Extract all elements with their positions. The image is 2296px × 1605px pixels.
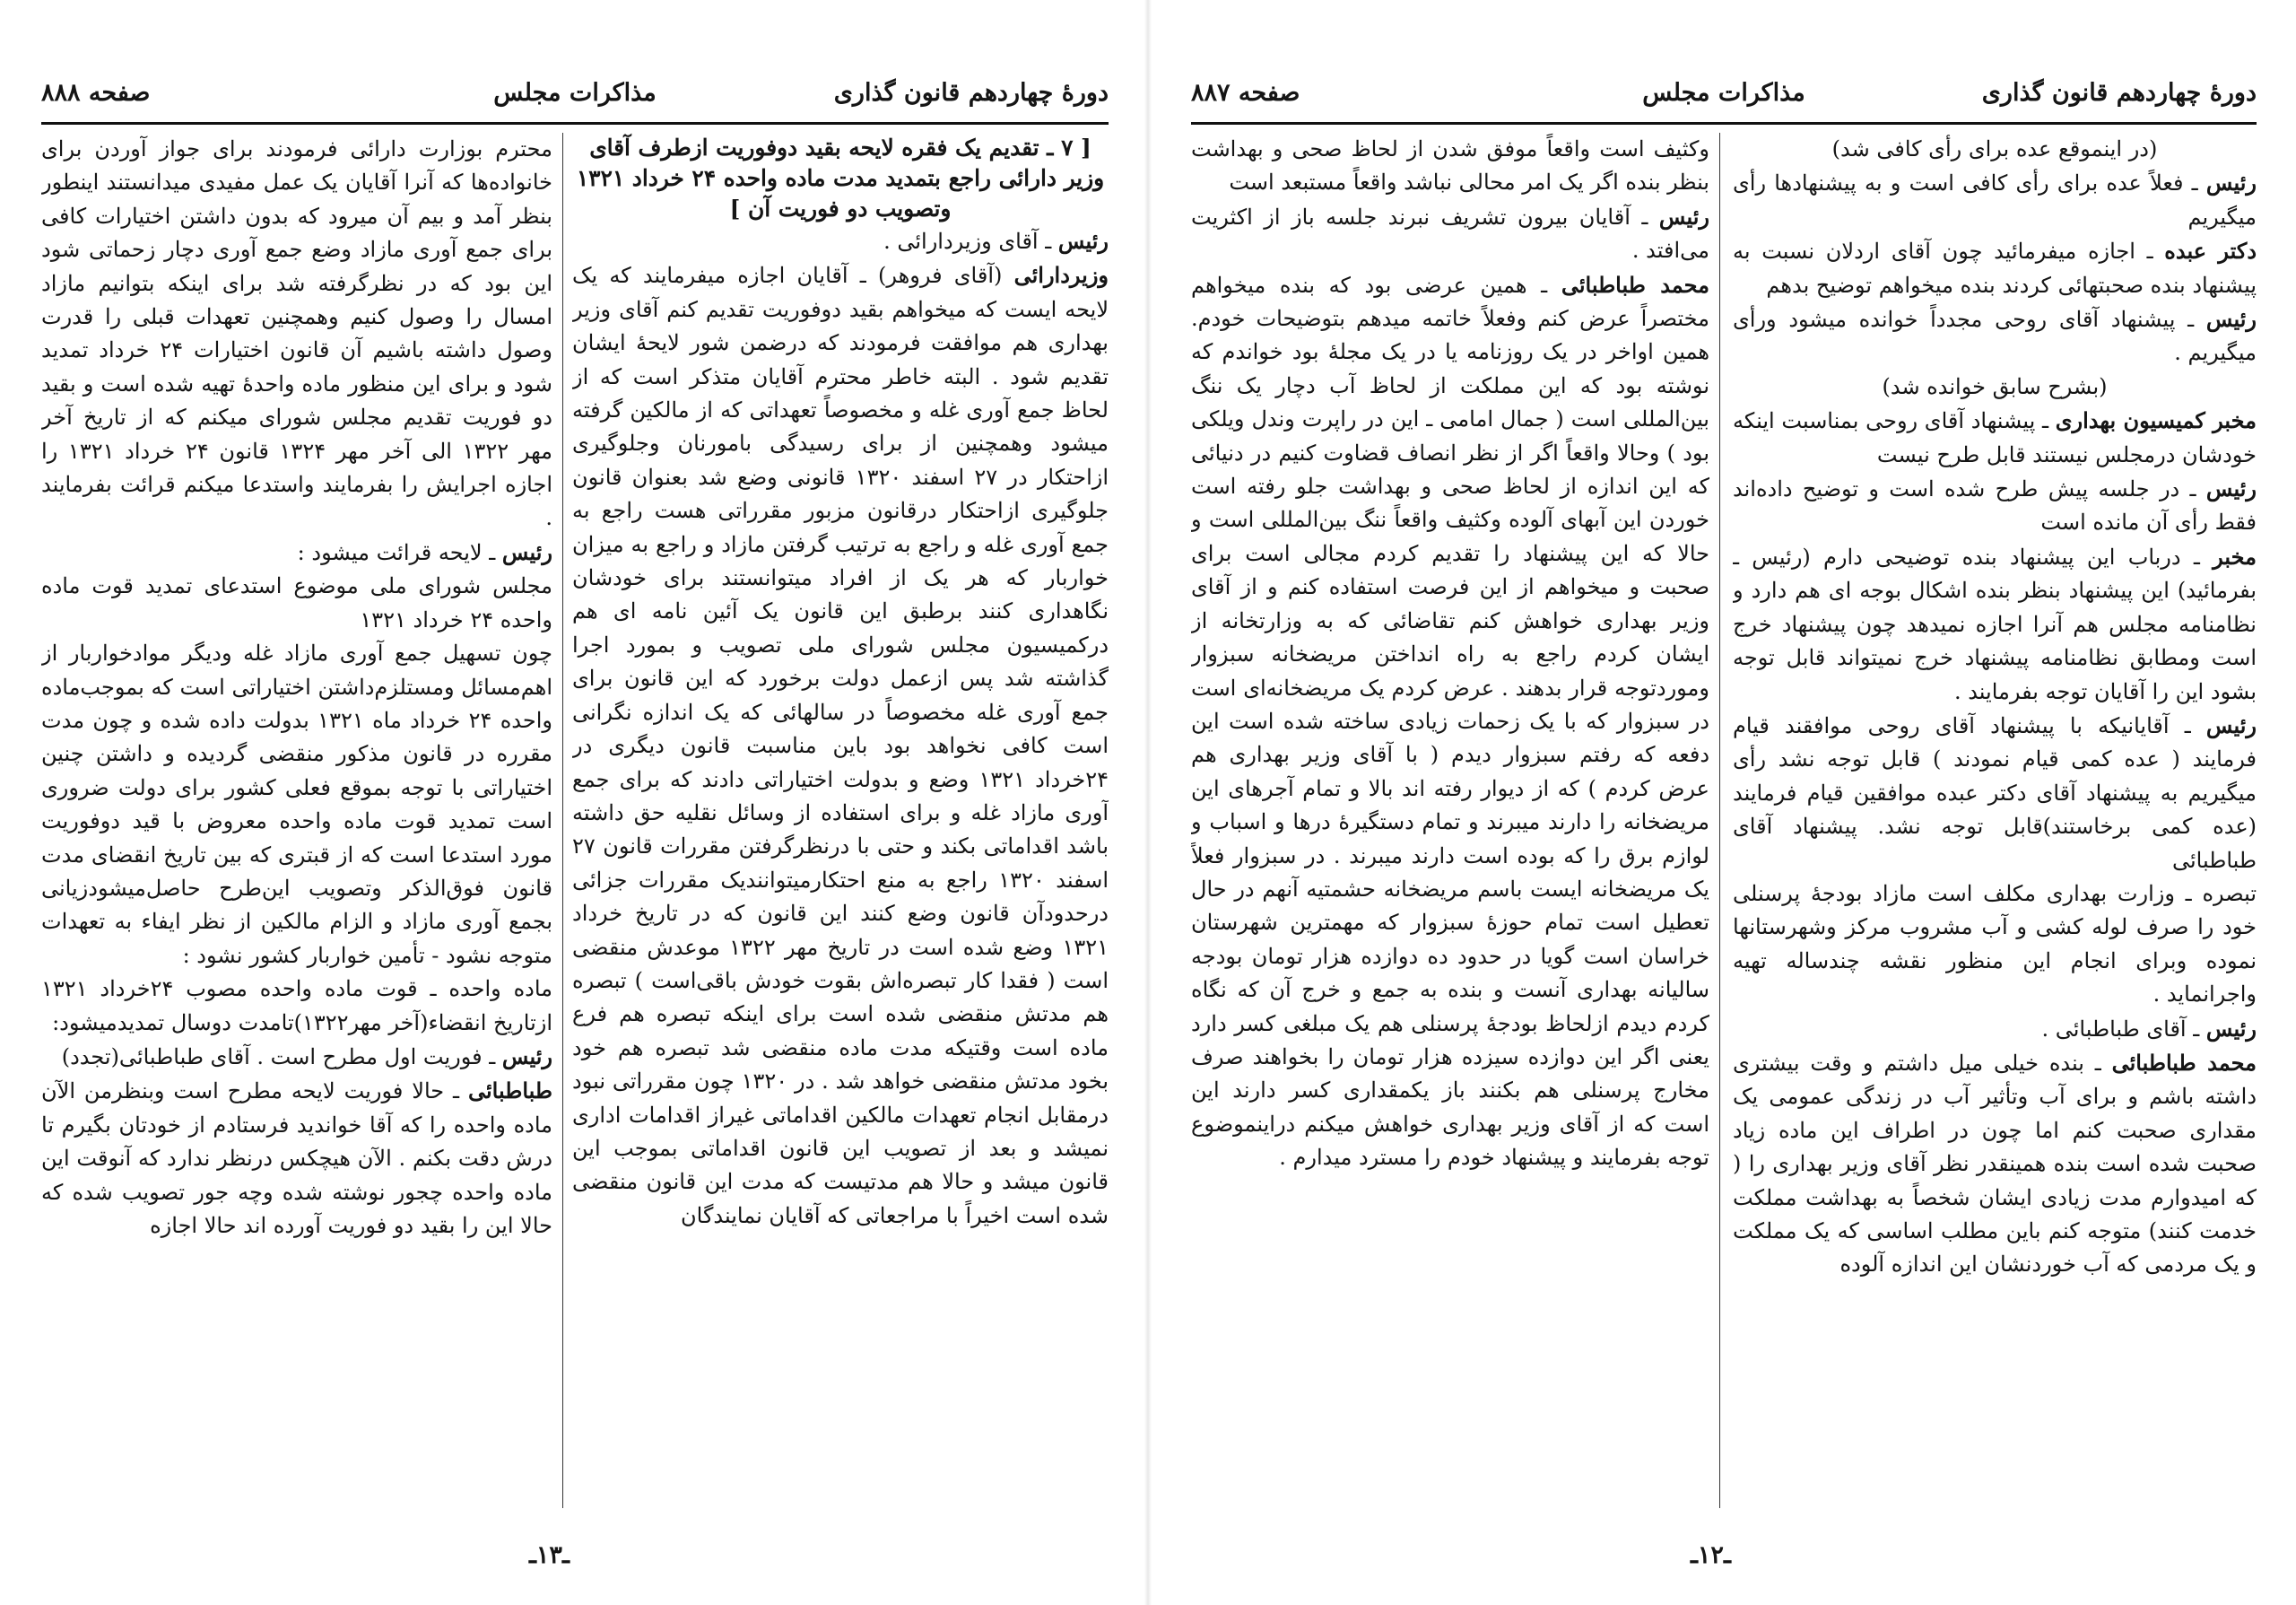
column-divider (562, 133, 563, 1508)
text-column-right (1733, 133, 2257, 1508)
speech-paragraph (1733, 1012, 2257, 1046)
speech-text: (آقای فروهر) ـ آقایان اجازه میفرمایند که یک لایحه ایست که میخواهم بقید دوفوریت تقدیم کنم آقای وزیر بهداری هم موافقت فرمودند که درضمن شور لایحهٔ ایشان تقدیم شود . البته خاطر محترم آقایان متذکر است که از لحاظ جمع آوری غله و مخصوصاً تعهداتی که از مالکین گرفته میشود وهمچنین از برای رسیدگی بامورنان وجلوگیری ازاحتکار در ۲۷ اسفند ۱۳۲۰ قانونی وضع شد بعنوان قانون جلوگیری ازاحتکار درقانون مزبور مقرراتی هست راجع به جمع آوری غله و راجع به ترتیب گرفتن مازاد و راجع به میزان خواربار که هر یک از افراد میتوانستند برای خودشان نگاهداری کنند برطبق این قانون یک آئین نامه ای هم درکمیسیون مجلس شورای ملی تصویب و بمورد اجرا گذاشته شد پس ازعمل دولت برخورد که این قانون برای جمع آوری غله مخصوصاً در سالهائی که یک اندازه نگرانی است کافی نخواهد بود باین مناسبت قانون دیگری در ۲۴خرداد ۱۳۲۱ وضع و بدولت اختیاراتی دادند که برای جمع آوری مازاد غله و برای استفاده از وسائل نقلیه حق داشته باشد اقداماتی بکند و حتی با درنظرگرفتن مقررات قانون ۲۷ اسفند ۱۳۲۰ راجع به منع احتکارمیتوانندیک مقررات جزائی درحدودآن قانون وضع کنند این قانون که در تاریخ خرداد ۱۳۲۱ وضع شده است در تاریخ مهر ۱۳۲۲ موعدش منقضی است ( فقدا کار تبصره‌اش بقوت خودش باقی‌است ) تبصره هم مدتش منقضی شده است برای اینکه تبصره هم فرع ماده است وقتیکه مدت ماده منقضی شد تبصره هم خود بخود مدتش منقضی خواهد شد . در ۱۳۲۰ چون مقرراتی نبود درمقابل انجام تعهدات مالکین اقداماتی غیراز اقدامات اداری نمیشد و بعد از تصویب این قانون اقداماتی بموجب این قانون میشد و حالا هم مدتیست که مدت این قانون منقضی شده است اخیراً با مراجعاتی که آقایان نمایندگان (572, 263, 1109, 1228)
speech-paragraph (572, 224, 1109, 258)
speech-paragraph (1733, 404, 2257, 472)
speech-text: ـ آقای طباطبائی . (2041, 1016, 2206, 1042)
speaker-name: محمد طباطبائی (1561, 271, 1709, 298)
speech-text: ـ آقای وزیردارائی . (883, 229, 1058, 254)
page-number: ـ۱۳ـ (529, 1541, 570, 1569)
body-paragraph: مجلس شورای ملی موضوع استدعای تمدید قوت ماده واحده ۲۴ خرداد ۱۳۲۱ (41, 573, 552, 632)
running-title-session: دورهٔ چهاردهم قانون گذاری (833, 79, 1109, 107)
running-title: مذاکرات مجلس (1642, 79, 1805, 107)
page-label: صفحه ۸۸۷ (1191, 79, 1300, 107)
speech-text: ـ همین عرضی بود که بنده میخواهم مختصراً عرض کنم وفعلاً خاتمه میدهم بتوضیحات خودم. همین اواخر در یک روزنامه یا در یک مجلهٔ بود خواندم که نوشته بود که این مملکت از لحاظ آب دچار یک ننگ بین‌المللی است ( جمال امامی ـ این در راپرت وندل ویلکی بود ) وحالا واقعاً اگر از نظر انصاف قضاوت کنیم در دنیائی که این اندازه از لحاظ صحی و بهداشت جلو رفته است خوردن این آبهای آلوده وکثیف واقعاً ننگ بین‌المللی است و حالا که این پیشنهاد را تقدیم کردم مجالی است برای صحبت و میخواهم از این فرصت استفاده کنم و از آقای وزیر بهداری خواهش کنم تقاضائی که به وزارتخانه از ایشان کردم راجع به راه انداختن مریضخانه سبزوار وموردتوجه قرار بدهند . عرض کردم یک مریضخانه‌ای است در سبزوار که با یک زحمات زیادی ساخته شده است این دفعه که رفتم سبزوار دیدم ( با آقای وزیر بهداری هم عرض کردم ) که از دیوار رفته اند بالا و تمام آجرهای این مریضخانه را دارند میبرند و تمام دستگیرهٔ درها و اسباب و لوازم برق را که بوده است دارند میبرند . در سبزوار فعلاً یک مریضخانه ایست باسم مریضخانه حشمتیه آنهم در حال تعطیل است تمام حوزهٔ سبزوار که مهمترین شهرستان خراسان است گویا در حدود ده دوازده هزار تومان بودجه سالیانه بهداری آنست و بنده به جمع و خرج آن که نگاه کردم دیدم ازلحاظ بودجهٔ پرسنلی هم یک مبلغی کسر دارد یعنی اگر این دوازده سیزده هزار تومان را بخواهند صرف مخارج پرسنلی هم بکنند باز یکمقداری کسر دارند این است که از آقای وزیر بهداری خواهش میکنم دراینموضوع توجه بفرمایند و پیشنهاد خودم را مسترد میدارم . (1191, 272, 1709, 1171)
speech-paragraph (1733, 540, 2257, 709)
speaker-name: رئیس (501, 538, 552, 565)
agenda-item-heading: [ ۷ ـ تقدیم یک فقره لایحه بقید دوفوریت ازطرف آقای وزیر دارائی راجع بتمدید مدت ماده واحده ۲۴ خرداد ۱۳۲۱ وتصویب دو فوریت آن ] (576, 135, 1105, 222)
speaker-name: مخبر (2213, 543, 2257, 570)
speech-text: ـ پیشنهاد آقای روحی بمناسبت اینکه خودشان درمجلس نیستند قابل طرح نیست (1733, 408, 2257, 467)
speech-text: ـ پیشنهاد آقای روحی مجدداً خوانده میشود ورأی میگیریم . (1733, 307, 2257, 366)
body-paragraph: تبصره ـ وزارت بهداری مکلف است مازاد بودجهٔ پرسنلی خود را صرف لوله کشی و آب مشروب مرکز وشهرستانها نموده وبرای انجام این منظور نقشه چندساله تهیه واجرانماید . (1733, 880, 2257, 1007)
speaker-name: رئیس (2205, 306, 2257, 333)
speech-paragraph (1191, 200, 1709, 268)
speech-paragraph (1733, 234, 2257, 302)
speech-text: ـ فعلاً عده برای رأی کافی است و به پیشنهادها رأی میگیریم (1733, 170, 2257, 230)
speech-text: ـ در جلسه پیش طرح شده است و توضیح داده‌اند فقط رأی آن مانده است (1733, 476, 2257, 536)
procedural-note: (بشرح سابق خوانده شد) (1882, 373, 2108, 399)
header-rule (41, 122, 1109, 125)
speaker-name: وزیردارائی (1013, 262, 1109, 289)
speech-text: ـ آقایانیکه با پیشنهاد آقای روحی موافقند قیام فرمایند ( عده کمی قیام نمودند ) قابل توجه نشد رأی میگیریم به پیشنهاد آقای دکتر عبده موافقین قیام فرمایند (عده کمی برخاستند)قابل توجه نشد. پیشنهاد آقای طباطبائی (1733, 712, 2257, 873)
speech-paragraph (41, 1074, 552, 1243)
body-paragraph: وکثیف است واقعاً موفق شدن از لحاظ صحی و بهداشت بنظر بنده اگر یک امر محالی نباشد واقعاً مستبعد است (1191, 136, 1709, 196)
speaker-name: رئیس (2205, 475, 2257, 502)
speech-paragraph (1733, 1046, 2257, 1282)
speech-paragraph (1191, 268, 1709, 1175)
speech-paragraph (1733, 166, 2257, 234)
body-paragraph: ماده واحده ـ قوت ماده واحده مصوب ۲۴خرداد ۱۳۲۱ ازتاریخ انقضاء(آخر مهر۱۳۲۲)تامدت دوسال تمدیدمیشود: (41, 976, 552, 1035)
running-title-session: دورهٔ چهاردهم قانون گذاری (1981, 79, 2257, 107)
column-divider (1719, 133, 1720, 1508)
speech-paragraph (1733, 472, 2257, 540)
speaker-name: رئیس (1057, 228, 1109, 254)
speech-text: ـ حالا فوریت لایحه مطرح است وبنظرمن الآن ماده واحده را که آقا خواندید فرستادم از خودتان بگیرم تا درش دقت بکنم . الآن هیچکس درنظر ندارد که آنوقت این ماده واحده چجور نوشته شده وچه جور تصویب شده که حالا این را بقید دو فوریت آورده اند حالا اجازه (41, 1078, 552, 1238)
right-page (1148, 0, 2296, 1605)
speaker-name: طباطبائی (468, 1077, 552, 1104)
speech-text: ـ آقایان بیرون تشریف نبرند جلسه باز از اکثریت می‌افتد . (1191, 204, 1709, 264)
speech-text: ـ لایحه قرائت میشود : (297, 539, 502, 565)
speech-text: ـ اجازه میفرمائید چون آقای اردلان نسبت به پیشنهاد بنده صحبتهائی کردند بنده میخواهم توضیح بدهم (1733, 239, 2257, 298)
text-column-right (572, 133, 1109, 1508)
speech-paragraph (1733, 302, 2257, 371)
header-rule (1191, 122, 2257, 125)
left-page-header (41, 79, 1109, 120)
speech-paragraph (41, 1040, 552, 1074)
speaker-name: محمد طباطبائی (2111, 1049, 2257, 1076)
speaker-name: رئیس (501, 1042, 552, 1069)
speaker-name: رئیس (2205, 711, 2257, 738)
speaker-name: مخبر کمیسیون بهداری (2055, 407, 2257, 434)
page-number: ـ۱۲ـ (1691, 1541, 1731, 1569)
speech-text: ـ بنده خیلی میل داشتم و وقت بیشتری داشته باشم و برای آب وتأثیر آب در زندگی عمومی یک مقداری صحبت کنم اما چون در اطراف این ماده زیاد صحبت شده است بنده همینقدر نظر آقای وزیر بهداری را ( که امیدوارم مدت زیادی ایشان شخصاً به بهداشت مملکت خدمت کنند) متوجه کنم باین مطلب اساسی که یک مملکت و یک مردمی که آب خوردنشان این اندازه آلوده (1733, 1050, 2257, 1278)
speech-paragraph (41, 536, 552, 570)
text-column-left (41, 133, 552, 1508)
right-page-header (1191, 79, 2257, 120)
text-column-left (1191, 133, 1709, 1508)
speech-paragraph (572, 258, 1109, 1233)
running-title: مذاکرات مجلس (493, 79, 657, 107)
body-paragraph: محترم بوزارت دارائی فرمودند برای جواز آوردن برای خانواده‌ها که آنرا آقایان یک عمل مفیدی میدانستند اینطور بنظر آمد و بیم آن میرود که بدون داشتن اختیارات کافی برای جمع آوری مازاد وضع جمع آوری دچار زحماتی شود این بود که در نظرگرفته شد برای اینکه بتوانیم مازاد امسال را وصول کنیم وهمچنین تعهدات قبلی را قدرت وصول داشته باشیم آن قانون اختیارات ۲۴ خرداد تمدید شود و برای این منظور ماده واحدهٔ تهیه شده است و بقید دو فوریت تقدیم مجلس شورای میکنم که از تاریخ آخر مهر ۱۳۲۲ الی آخر مهر ۱۳۲۴ قانون ۲۴ خرداد ۱۳۲۱ را اجازه اجرایش را بفرمایند واستدعا میکنم قرائت بفرمایند . (41, 136, 552, 531)
speech-paragraph (1733, 709, 2257, 877)
procedural-note: (در اینموقع عده برای رأی کافی شد) (1831, 136, 2158, 161)
speaker-name: دکتر عبده (2164, 238, 2257, 265)
speech-text: ـ فوریت اول مطرح است . آقای طباطبائی(تجدد) (61, 1043, 502, 1069)
body-paragraph: چون تسهیل جمع آوری مازاد غله ودیگر موادخواربار از اهم‌مسائل ومستلزم‌داشتن اختیاراتی است که بموجب‌ماده واحده ۲۴ خرداد ماه ۱۳۲۱ بدولت داده شده و چون مدت مقرره در قانون مذکور منقضی گردیده و داشتن چنین اختیاراتی با توجه بموقع فعلی کشور برای دولت ضروری است تمدید قوت ماده واحده معروض با قید دوفوریت مورد استدعا است که از قبتری که بین تاریخ انقضای مدت قانون فوق‌الذکر وتصویب این‌طرح حاصل‌میشودزیانی بجمع آوری مازاد و الزام مالکین از نظر ایفاء به تعهدات متوجه نشود - تأمین خواربار کشور نشود : (41, 641, 552, 968)
speaker-name: رئیس (2205, 1015, 2257, 1042)
speaker-name: رئیس (1658, 203, 1709, 230)
speech-text: ـ درباب این پیشنهاد بنده توضیحی دارم (رئیس ـ بفرمائید) این پیشنهاد بنظر بنده اشکال بوجه ای هم دارد و نظامنامه مجلس هم آنرا اجازه نمیدهد چون پیشنهاد خرج است ومطابق نظامنامه پیشنهاد خرج نمیتواند قابل توجه بشود این را آقایان توجه بفرمایند . (1733, 544, 2257, 704)
speaker-name: رئیس (2205, 170, 2257, 196)
page-label: صفحه ۸۸۸ (41, 79, 151, 107)
